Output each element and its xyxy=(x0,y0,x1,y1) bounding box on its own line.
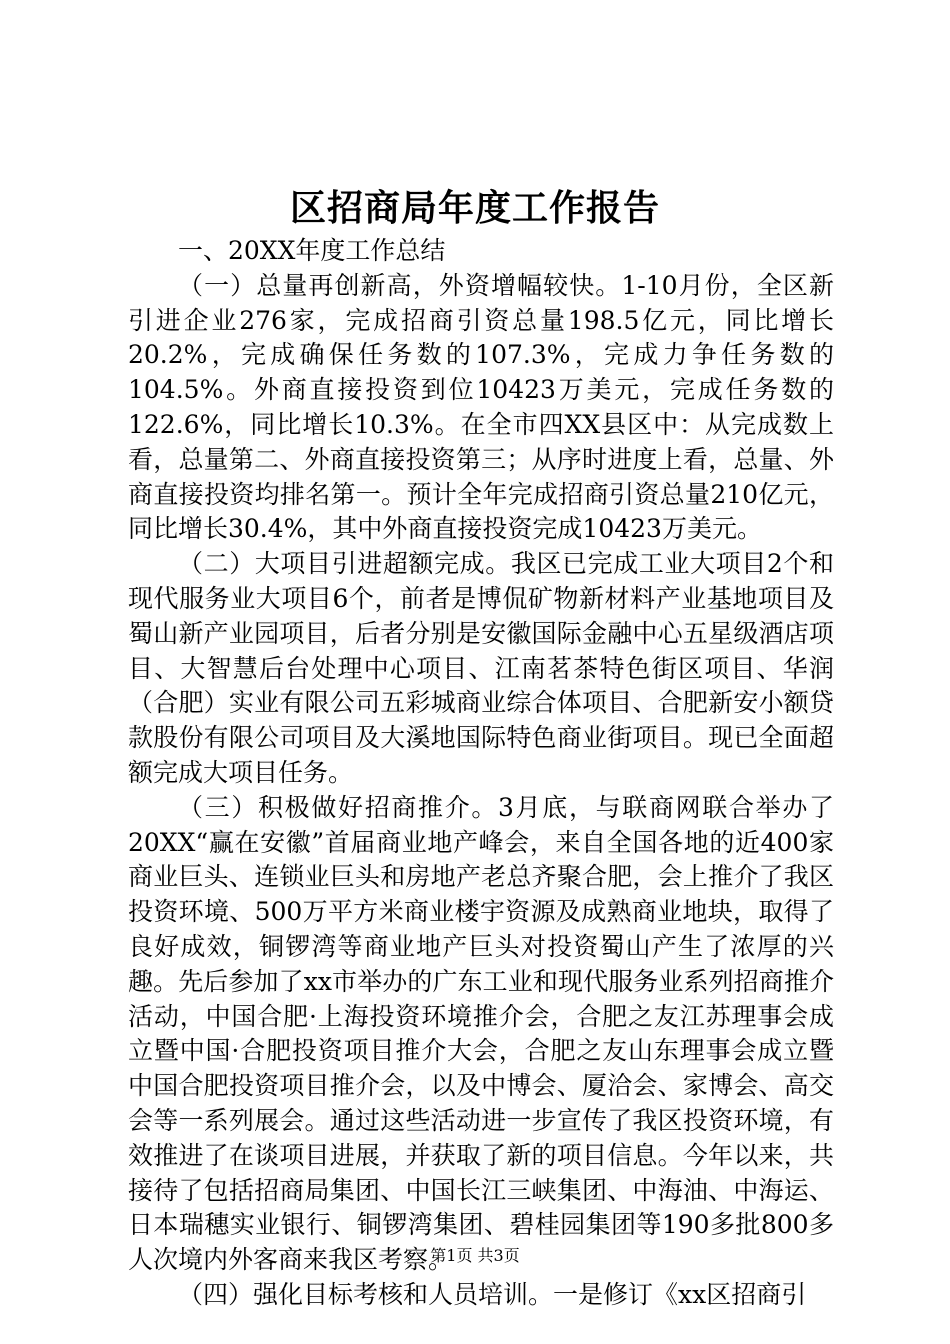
document-title: 区招商局年度工作报告 xyxy=(289,187,660,229)
paragraph-2: （二）大项目引进超额完成。我区已完成工业大项目2个和现代服务业大项目6个，前者是博侃矿物新材料产业基地项目及蜀山新产业园项目，后者分别是安徽国际金融中心五星级酒店项目、大智慧后台处理中心项目、江南茗茶特色街区项目、华润（合肥）实业有限公司五彩城商业综合体项目、合肥新安小额贷款股份有限公司项目及大溪地国际特色商业街项目。现已全面超额完成大项目任务。 xyxy=(128,549,834,787)
section-heading: 一、20XX年度工作总结 xyxy=(178,236,446,265)
paragraph-4: （四）强化目标考核和人员培训。一是修订《xx区招商引 xyxy=(178,1279,807,1309)
page-footer: 第1页 共3页 xyxy=(430,1246,520,1265)
paragraph-1: （一）总量再创新高，外资增幅较快。1-10月份，全区新引进企业276家，完成招商引资总量198.5亿元，同比增长20.2%，完成确保任务数的107.3%，完成力争任务数的104.5%。外商直接投资到位10423万美元，完成任务数的122.6%，同比增长10.3%。在全市四XX县区中：从完成数上看，总量第二、外商直接投资第三；从序时进度上看，总量、外商直接投资均排名第一。预计全年完成招商引资总量210亿元，同比增长30.4%，其中外商直接投资完成10423万美元。 xyxy=(128,270,834,544)
document-body xyxy=(128,234,834,1313)
paragraph-3: （三）积极做好招商推介。3月底，与联商网联合举办了20XX“赢在安徽”首届商业地产峰会，来自全国各地的近400家商业巨头、连锁业巨头和房地产老总齐聚合肥，会上推介了我区投资环境、500万平方米商业楼宇资源及成熟商业地块，取得了良好成效，铜锣湾等商业地产巨头对投资蜀山产生了浓厚的兴趣。先后参加了xx市举办的广东工业和现代服务业系列招商推介活动，中国合肥·上海投资环境推介会，合肥之友江苏理事会成立暨中国·合肥投资项目推介大会，合肥之友山东理事会成立暨中国合肥投资项目推介会，以及中博会、厦洽会、家博会、高交会等一系列展会。通过这些活动进一步宣传了我区投资环境，有效推进了在谈项目进展，并获取了新的项目信息。今年以来，共接待了包括招商局集团、中国长江三峡集团、中海油、中海运、日本瑞穗实业银行、铜锣湾集团、碧桂园集团等190多批800多人次境内外客商来我区考察。 xyxy=(128,792,834,1275)
